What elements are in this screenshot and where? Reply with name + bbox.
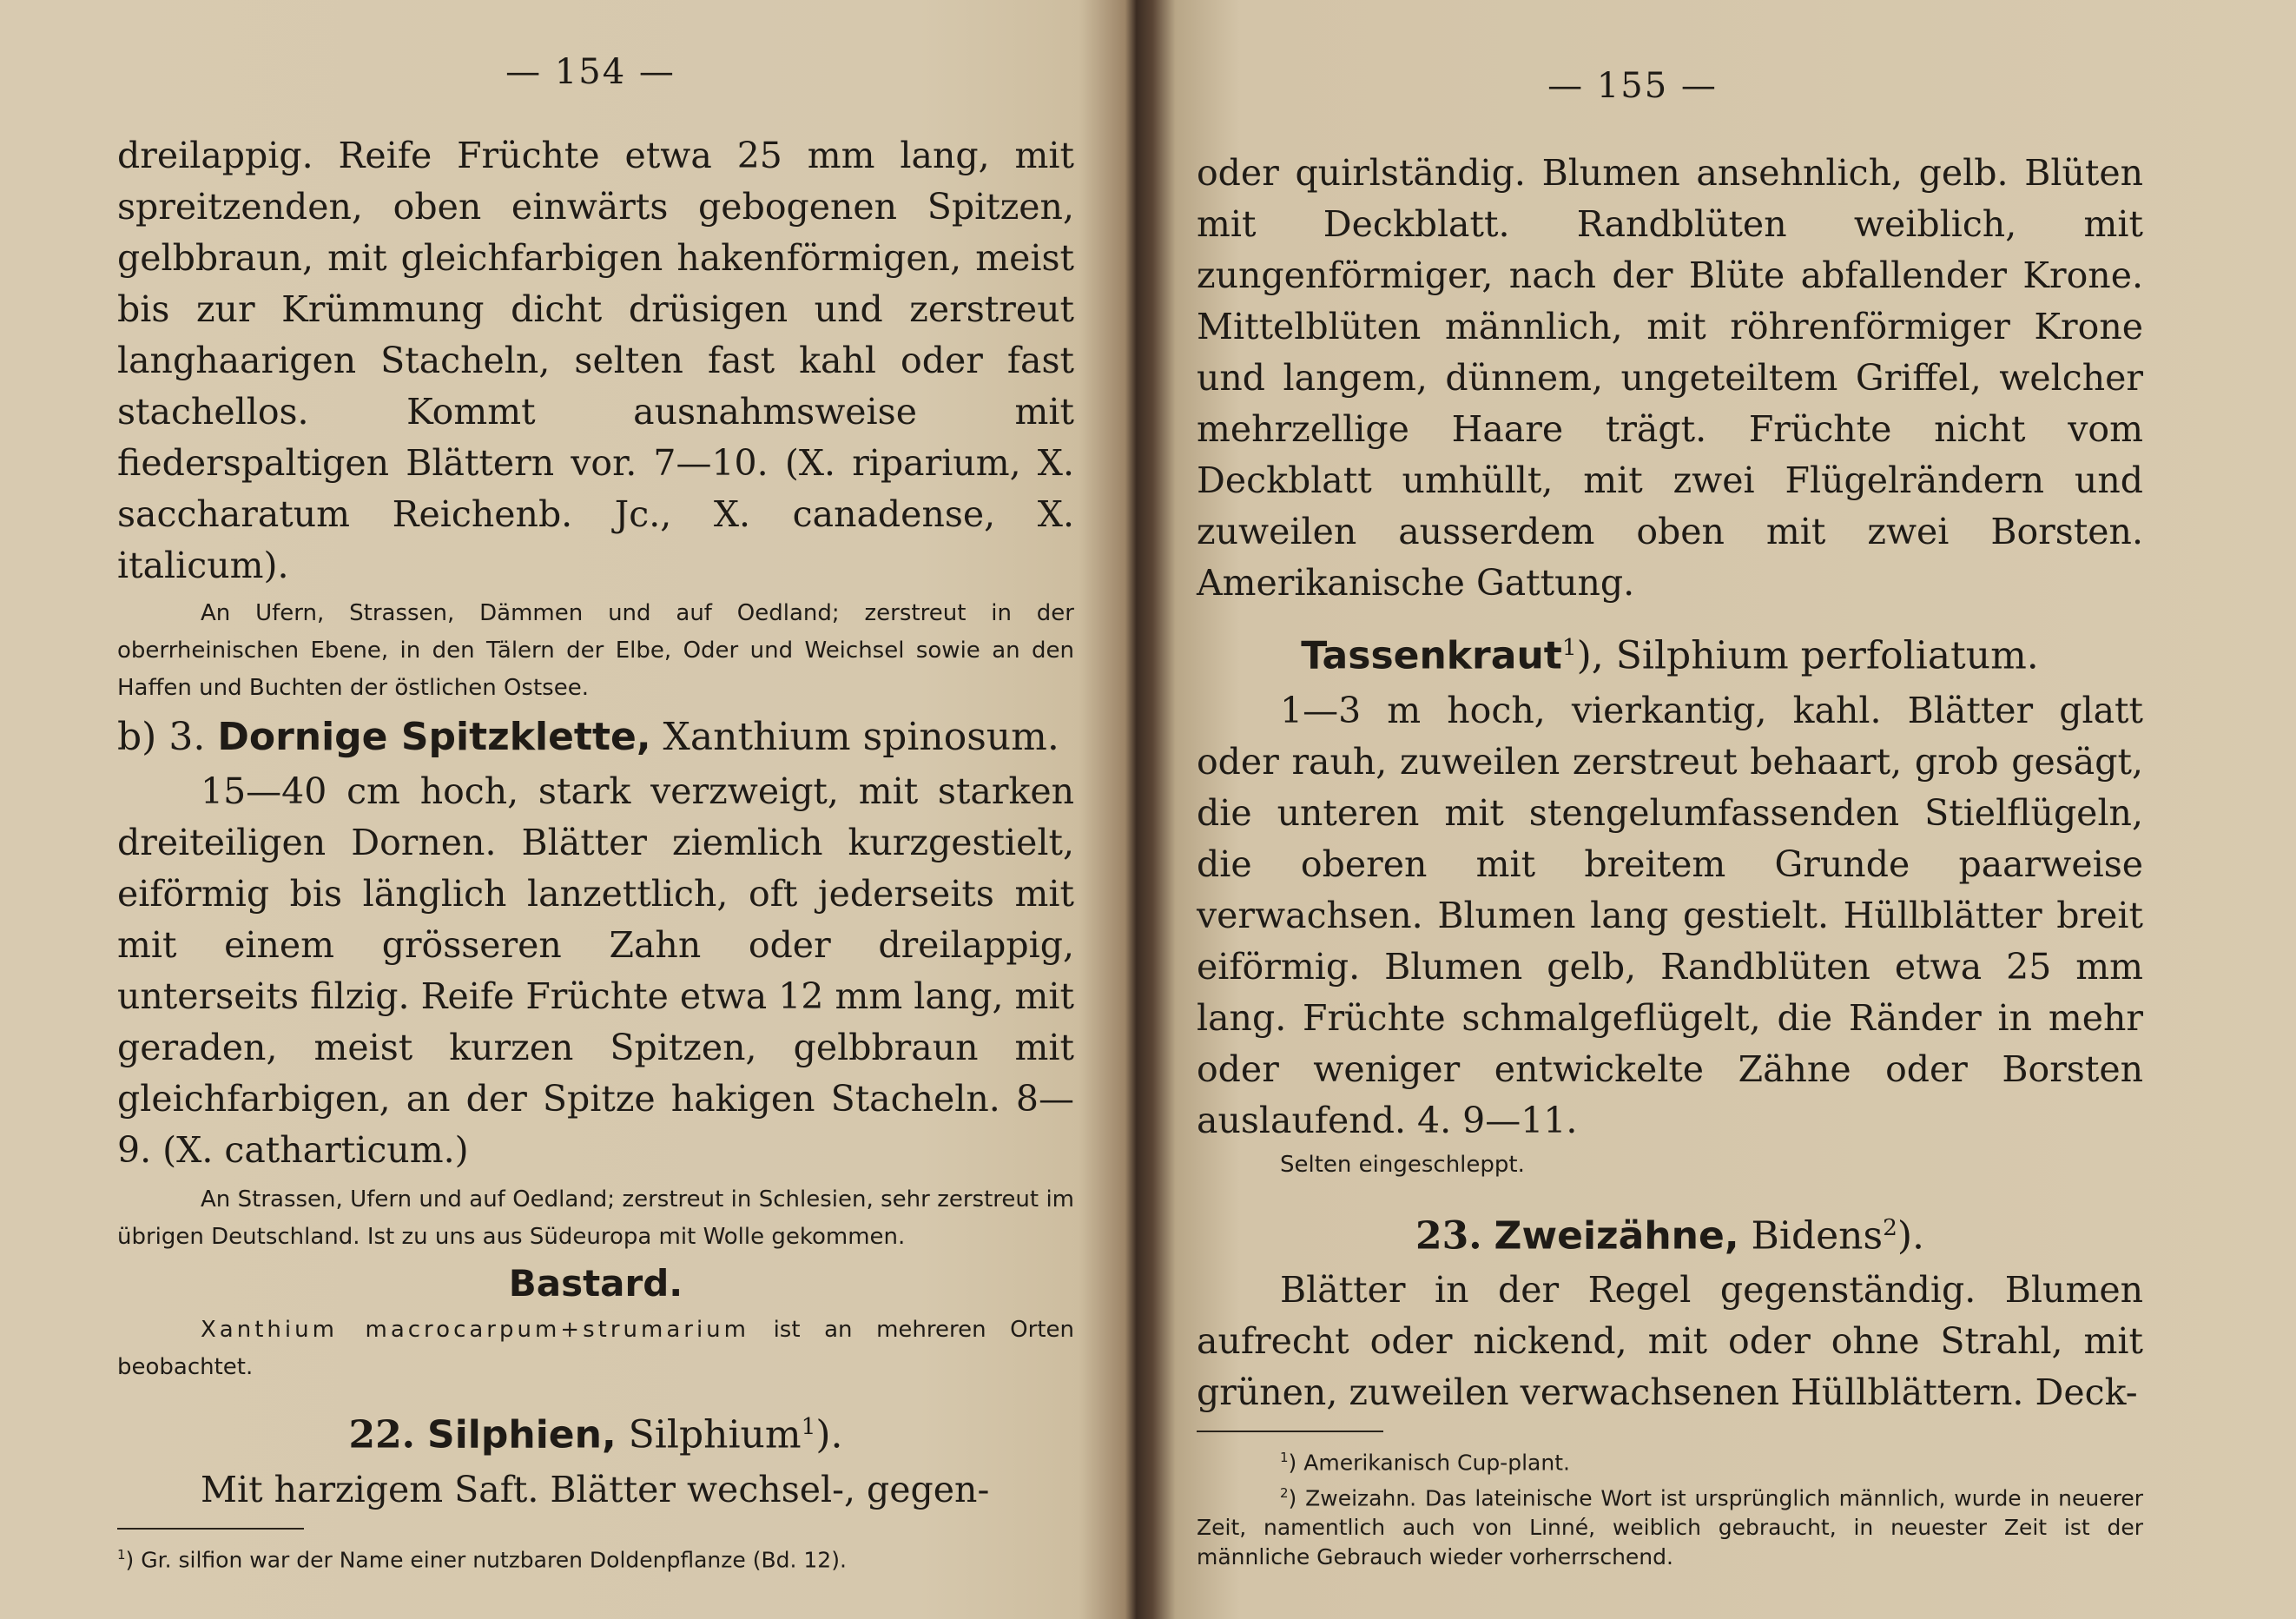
species-heading: [117, 709, 1074, 766]
paragraph-text: 15—40 cm hoch, stark verzweigt, mit starken dreiteiligen Dornen. Blätter ziemlich kurzgestielt, eiförmig bis länglich lanzettlich, oft jederseits mit mit einem grösseren Zahn oder dreilappig, unterseits filzig. Reife Früchte etwa 12 mm lang, mit geraden, meist kurzen Spitzen, gelbbraun mit gleichfarbigen, an der Spitze hakigen Stacheln. 8—9. (X. catharticum.): [117, 770, 1074, 1171]
paragraph-text: 1—3 m hoch, vierkantig, kahl. Blätter glatt oder rauh, zuweilen zerstreut behaart, grob gesägt, die unteren mit stengelumfassenden Stielflügeln, die oberen mit breitem Grunde paarweise verwachsen. Blumen lang gestielt. Hüllblätter breit eiförmig. Blumen gelb, Randblüten etwa 25 mm lang. Früchte schmalgeflügelt, die Ränder in mehr oder weniger entwickelte Zähne oder Borsten auslaufend. 4. 9—11.: [1197, 689, 2143, 1141]
habitat-note: [117, 1181, 1074, 1256]
genus-heading: [1197, 1199, 2143, 1265]
footnote-divider: [117, 1528, 304, 1530]
paragraph-text: Mit harzigem Saft. Blätter wechsel-, gegen-: [201, 1468, 990, 1510]
species-heading: [1197, 619, 2143, 685]
footnote-marker: 2: [1883, 1213, 1897, 1241]
hybrid-text: ist an mehreren Orten beobachtet.: [117, 1317, 1074, 1380]
paragraph: [1197, 1265, 2143, 1418]
footnote-text: ) Gr. silfion war der Name einer nutzbaren Doldenpflanze (Bd. 12).: [125, 1546, 847, 1572]
genus-common-name: Zweizähne,: [1494, 1213, 1739, 1259]
species-latin-name: Xanthium spinosum.: [663, 715, 1059, 759]
paragraph: [117, 766, 1074, 1176]
habitat-text: An Strassen, Ufern und auf Oedland; zerstreut in Schlesien, sehr zerstreut im übrigen Deutschland. Ist zu uns aus Südeuropa mit Wolle gekommen.: [117, 1186, 1074, 1250]
habitat-text: An Ufern, Strassen, Dämmen und auf Oedland; zerstreut in der oberrheinischen Ebene, in den Tälern der Elbe, Oder und Weichsel sowie an den Haffen und Buchten der östlichen Ostsee.: [117, 600, 1074, 701]
left-page: [0, 0, 1120, 1619]
paragraph: oder quirlständig. Blumen ansehnlich, gelb. Blüten mit Deckblatt. Randblüten weiblich, mit zungenförmiger, nach der Blüte abfallender Krone. Mittelblüten männlich, mit röhrenförmiger Krone und langem, dünnem, ungeteiltem Griffel, welcher mehrzellige Haare trägt. Früchte nicht vom Deckblatt umhüllt, mit zwei Flügelrändern und zuweilen ausserdem oben mit zwei Borsten. Amerikanische Gattung.: [1197, 152, 2143, 604]
genus-common-name: Silphien,: [427, 1412, 617, 1457]
genus-number: 23.: [1415, 1213, 1482, 1259]
paragraph: dreilappig. Reife Früchte etwa 25 mm lang, mit spreitzenden, oben einwärts gebogenen Spitzen, gelbbraun, mit gleichfarbigen hakenförmigen, meist bis zur Krümmung dicht drüsigen und zerstreut langhaarigen Stacheln, selten fast kahl oder fast stachellos. Kommt ausnahmsweise mit fiederspaltigen Blättern vor. 7—10. (X. riparium, X. saccharatum Reichenb. Jc., X. canadense, X. italicum).: [117, 135, 1074, 586]
footnote-marker: 1: [801, 1413, 816, 1440]
right-page-text: [1197, 148, 2143, 1572]
left-page-text: [117, 130, 1074, 1575]
footnote: [1197, 1443, 2143, 1477]
footnote: [1197, 1478, 2143, 1572]
genus-latin-name: Bidens: [1751, 1213, 1884, 1259]
genus-heading: [117, 1398, 1074, 1464]
footnote-number: 1: [1280, 1450, 1289, 1466]
species-common-name: Dornige Spitzklette,: [217, 715, 651, 759]
genus-number: 22.: [348, 1412, 416, 1457]
footnote-divider: [1197, 1431, 1383, 1432]
paragraph: [1197, 685, 2143, 1147]
habitat-note: [1197, 1147, 2143, 1184]
footnote-number: 2: [1280, 1484, 1289, 1501]
footnote-marker: 1: [1561, 634, 1577, 661]
page-number: — 154 —: [505, 52, 676, 92]
habitat-note: [117, 595, 1074, 707]
species-latin-name: ), Silphium perfoliatum.: [1576, 633, 2039, 678]
genus-heading-end: ).: [1897, 1213, 1925, 1259]
species-common-name: Tassenkraut: [1301, 633, 1562, 678]
footnote-text: ) Zweizahn. Das lateinische Wort ist ursprünglich männlich, wurde in neuerer Zeit, namentlich auch von Linné, weiblich gebraucht, in neuester Zeit ist der männliche Gebrauch wieder vorherrschend.: [1197, 1484, 2143, 1569]
section-heading: Bastard.: [508, 1262, 683, 1305]
right-page: [1146, 0, 2296, 1619]
species-number: b) 3.: [117, 715, 206, 759]
habitat-text: Selten eingeschleppt.: [1280, 1151, 1525, 1178]
hybrid-name: Xanthium macrocarpum+strumarium: [201, 1317, 749, 1343]
hybrid-note: [117, 1312, 1074, 1386]
footnote-number: 1: [117, 1546, 126, 1563]
footnote-text: ) Amerikanisch Cup-plant.: [1288, 1450, 1570, 1476]
footnote: [117, 1540, 1074, 1575]
page-number: — 155 —: [1547, 66, 1718, 106]
genus-latin-name: Silphium: [628, 1412, 802, 1457]
paragraph-text: Blätter in der Regel gegenständig. Blumen aufrecht oder nickend, mit oder ohne Strahl, mit grünen, zuweilen verwachsenen Hüllblättern. Deck-: [1197, 1269, 2143, 1414]
paragraph: [117, 1464, 1074, 1516]
genus-heading-end: ).: [815, 1412, 843, 1457]
